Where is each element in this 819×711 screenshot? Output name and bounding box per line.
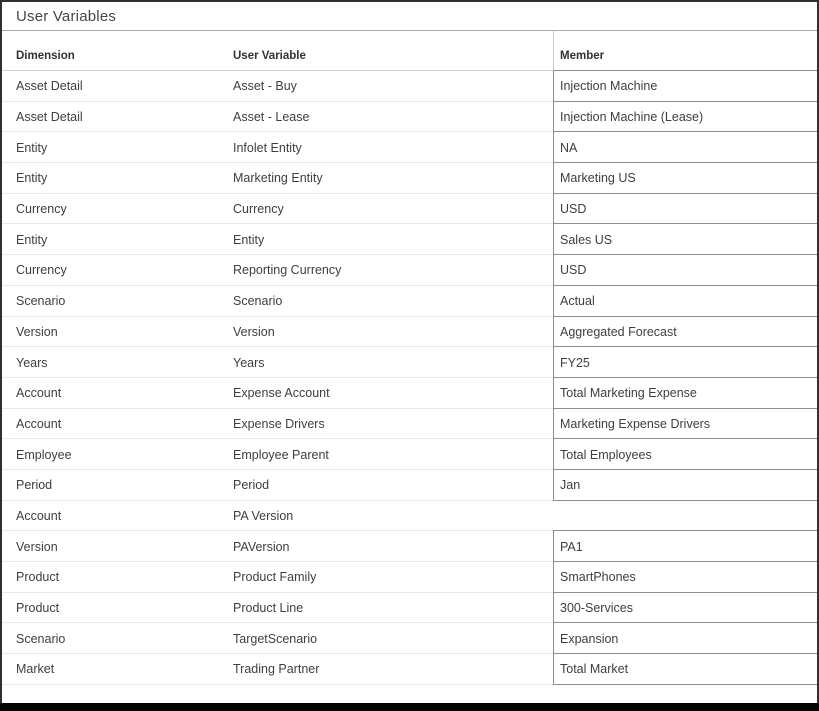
table-row bbox=[2, 623, 817, 654]
user-variable-cell: Expense Drivers bbox=[233, 409, 553, 440]
member-field[interactable]: Marketing US bbox=[553, 163, 817, 194]
dimension-cell: Entity bbox=[2, 132, 233, 163]
user-variable-cell: PA Version bbox=[233, 501, 553, 532]
user-variable-cell: Marketing Entity bbox=[233, 163, 553, 194]
user-variable-cell: Version bbox=[233, 317, 553, 348]
dimension-cell: Scenario bbox=[2, 623, 233, 654]
dimension-cell: Account bbox=[2, 409, 233, 440]
member-field[interactable]: Jan bbox=[553, 470, 817, 501]
member-field[interactable] bbox=[553, 501, 817, 532]
member-field[interactable]: Total Employees bbox=[553, 439, 817, 470]
user-variable-cell: Asset - Lease bbox=[233, 102, 553, 133]
table-row bbox=[2, 286, 817, 317]
member-field[interactable]: Total Marketing Expense bbox=[553, 378, 817, 409]
dimension-cell: Version bbox=[2, 317, 233, 348]
member-field[interactable]: Injection Machine bbox=[553, 71, 817, 102]
table-row bbox=[2, 102, 817, 133]
dimension-cell: Years bbox=[2, 347, 233, 378]
column-header-dimension-label: Dimension bbox=[16, 49, 75, 62]
user-variable-cell: Trading Partner bbox=[233, 654, 553, 685]
dimension-cell: Entity bbox=[2, 224, 233, 255]
member-field[interactable]: Injection Machine (Lease) bbox=[553, 102, 817, 133]
dimension-cell: Account bbox=[2, 501, 233, 532]
dimension-cell: Market bbox=[2, 654, 233, 685]
column-header-member-label: Member bbox=[560, 49, 605, 62]
table-row bbox=[2, 562, 817, 593]
page-title-bar bbox=[2, 2, 817, 31]
dimension-cell: Entity bbox=[2, 163, 233, 194]
user-variable-cell: Years bbox=[233, 347, 553, 378]
dimension-cell: Currency bbox=[2, 255, 233, 286]
dimension-cell: Asset Detail bbox=[2, 102, 233, 133]
table-row bbox=[2, 378, 817, 409]
table-row bbox=[2, 194, 817, 225]
table-row bbox=[2, 347, 817, 378]
table-row bbox=[2, 132, 817, 163]
user-variables-table-body bbox=[2, 71, 817, 685]
member-field[interactable]: Actual bbox=[553, 286, 817, 317]
user-variable-cell: Asset - Buy bbox=[233, 71, 553, 102]
user-variable-cell: Product Line bbox=[233, 593, 553, 624]
table-header-row bbox=[2, 31, 817, 71]
user-variable-cell: TargetScenario bbox=[233, 623, 553, 654]
member-field[interactable]: Total Market bbox=[553, 654, 817, 685]
table-row bbox=[2, 71, 817, 102]
user-variable-cell: Expense Account bbox=[233, 378, 553, 409]
table-row bbox=[2, 593, 817, 624]
user-variable-cell: PAVersion bbox=[233, 531, 553, 562]
member-field[interactable]: SmartPhones bbox=[553, 562, 817, 593]
dimension-cell: Product bbox=[2, 593, 233, 624]
member-field[interactable]: Expansion bbox=[553, 623, 817, 654]
table-row bbox=[2, 255, 817, 286]
table-row bbox=[2, 531, 817, 562]
column-header-dimension bbox=[2, 31, 233, 71]
page-title: User Variables bbox=[16, 7, 117, 25]
user-variable-cell: Reporting Currency bbox=[233, 255, 553, 286]
column-header-member bbox=[553, 31, 817, 71]
column-header-user-variable bbox=[233, 31, 553, 71]
member-field[interactable]: Aggregated Forecast bbox=[553, 317, 817, 348]
table-row bbox=[2, 317, 817, 348]
dimension-cell: Employee bbox=[2, 439, 233, 470]
member-field[interactable]: USD bbox=[553, 194, 817, 225]
member-field[interactable]: FY25 bbox=[553, 347, 817, 378]
table-row bbox=[2, 501, 817, 532]
column-header-user-variable-label: User Variable bbox=[233, 49, 306, 62]
table-row bbox=[2, 163, 817, 194]
member-field[interactable]: Sales US bbox=[553, 224, 817, 255]
dimension-cell: Asset Detail bbox=[2, 71, 233, 102]
user-variable-cell: Entity bbox=[233, 224, 553, 255]
user-variable-cell: Currency bbox=[233, 194, 553, 225]
member-field[interactable]: 300-Services bbox=[553, 593, 817, 624]
user-variable-cell: Infolet Entity bbox=[233, 132, 553, 163]
dimension-cell: Scenario bbox=[2, 286, 233, 317]
table-row bbox=[2, 654, 817, 685]
user-variable-cell: Employee Parent bbox=[233, 439, 553, 470]
dimension-cell: Period bbox=[2, 470, 233, 501]
table-row bbox=[2, 470, 817, 501]
dimension-cell: Currency bbox=[2, 194, 233, 225]
member-field[interactable]: NA bbox=[553, 132, 817, 163]
dimension-cell: Version bbox=[2, 531, 233, 562]
user-variable-cell: Scenario bbox=[233, 286, 553, 317]
member-field[interactable]: Marketing Expense Drivers bbox=[553, 409, 817, 440]
dimension-cell: Account bbox=[2, 378, 233, 409]
user-variable-cell: Period bbox=[233, 470, 553, 501]
member-field[interactable]: PA1 bbox=[553, 531, 817, 562]
table-row bbox=[2, 224, 817, 255]
table-row bbox=[2, 439, 817, 470]
user-variable-cell: Product Family bbox=[233, 562, 553, 593]
window-bottom-frame bbox=[0, 703, 819, 711]
member-field[interactable]: USD bbox=[553, 255, 817, 286]
dimension-cell: Product bbox=[2, 562, 233, 593]
table-row bbox=[2, 409, 817, 440]
